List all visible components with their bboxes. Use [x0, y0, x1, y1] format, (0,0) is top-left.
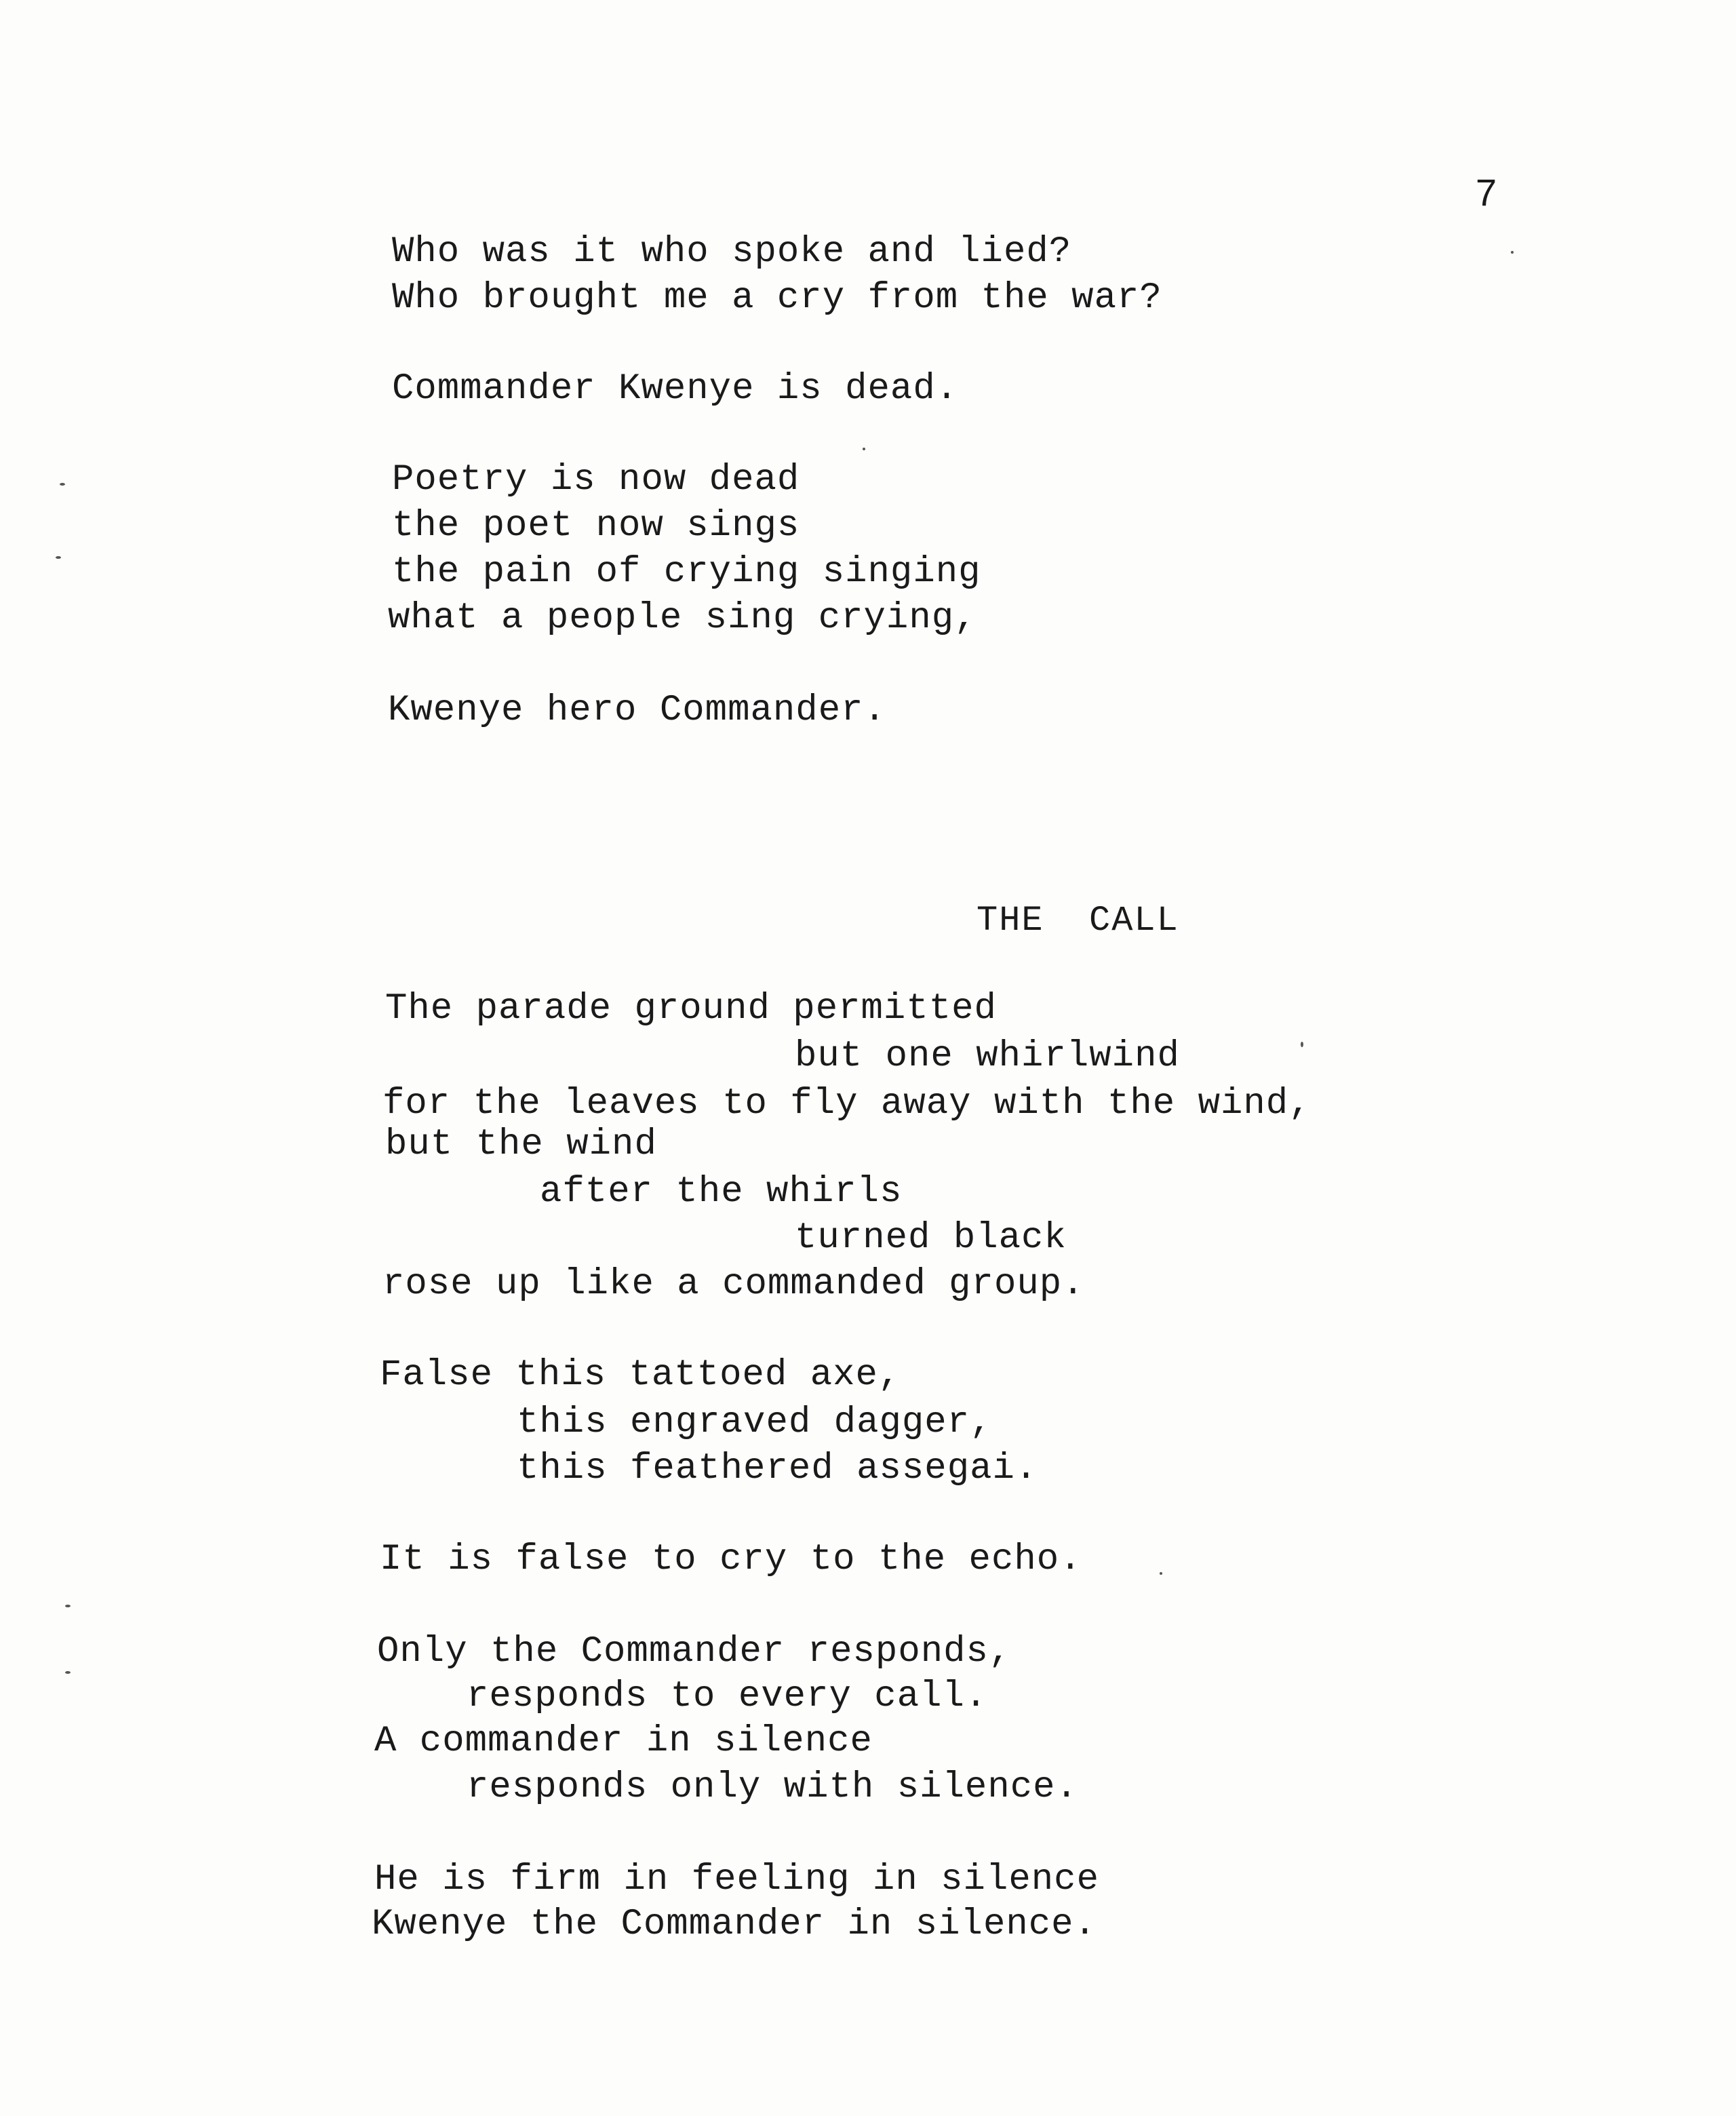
- poem-line: the pain of crying singing: [392, 551, 981, 593]
- poem-line: the poet now sings: [392, 505, 800, 547]
- poem-line: after the whirls: [540, 1171, 903, 1213]
- poem-line: this engraved dagger,: [517, 1402, 993, 1443]
- poem-line: A commander in silence: [374, 1721, 873, 1762]
- poem-line: for the leaves to fly away with the wind,: [382, 1083, 1311, 1124]
- scan-speck: [65, 1671, 71, 1674]
- poem-line: False this tattoed axe,: [380, 1354, 901, 1396]
- scan-speck: [1301, 1042, 1303, 1047]
- poem-line: Who was it who spoke and lied?: [392, 231, 1072, 273]
- poem-line: Poetry is now dead: [392, 459, 800, 501]
- poem-line: The parade ground permitted: [385, 988, 997, 1030]
- poem-line: responds to every call.: [467, 1676, 988, 1717]
- poem-line: Who brought me a cry from the war?: [392, 277, 1162, 319]
- poem-line: but the wind: [385, 1124, 657, 1165]
- poem-line: It is false to cry to the echo.: [380, 1539, 1082, 1580]
- poem-line: what a people sing crying,: [388, 597, 977, 639]
- scan-speck: [863, 448, 865, 450]
- scan-speck: [60, 483, 65, 486]
- scan-speck: [56, 556, 61, 559]
- poem-line: Kwenye hero Commander.: [388, 690, 886, 731]
- poem-line: responds only with silence.: [467, 1767, 1078, 1808]
- poem-line: Kwenye the Commander in silence.: [372, 1904, 1097, 1945]
- poem-line: Commander Kwenye is dead.: [392, 368, 959, 410]
- poem-line: Only the Commander responds,: [377, 1631, 1012, 1672]
- poem-line: turned black: [795, 1217, 1067, 1259]
- scan-speck: [1511, 251, 1514, 254]
- poem-title: THE CALL: [976, 901, 1179, 941]
- scan-speck: [1160, 1572, 1162, 1575]
- page-number: 7: [1476, 171, 1497, 214]
- scan-speck: [65, 1605, 71, 1607]
- poem-line: rose up like a commanded group.: [382, 1263, 1085, 1305]
- poem-line: this feathered assegai.: [517, 1448, 1038, 1489]
- poem-line: but one whirlwind: [795, 1036, 1180, 1077]
- poem-line: He is firm in feeling in silence: [374, 1859, 1099, 1900]
